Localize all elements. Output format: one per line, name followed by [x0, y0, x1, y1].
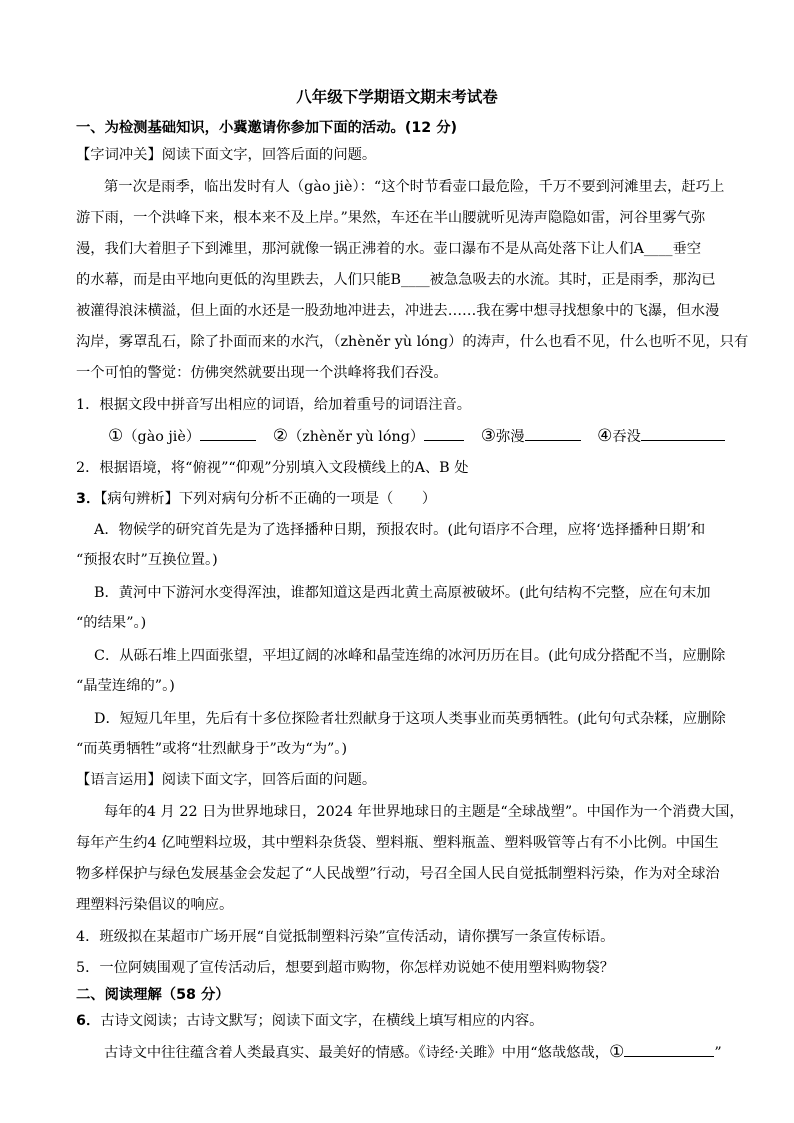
passage2-line-3: 物多样保护与绿色发展基金会发起了“人民战塑”行动，号召全国人民自觉抵制塑料污染，作为对全球治: [76, 866, 720, 882]
q3-option-d-line2: “而英勇牺牲”或将“壮烈献身于”改为“为”。): [76, 741, 348, 757]
question-4: 4．班级拟在某超市广场开展“自觉抵制塑料污染”宣传活动，请你撰写一条宣传标语。: [76, 929, 615, 945]
passage-line-3: 漫，我们大着胆子下到滩里，那河就像一锅正沸着的水。壶口瀑布不是从高处落下让人们A____垂空: [76, 241, 702, 257]
q6-line: [104, 1042, 784, 1063]
q1-item-3-num: ③: [480, 426, 496, 446]
q3-option-c-line2: “晶莹连绵的”。): [76, 678, 175, 694]
question-6-text: 古诗文阅读；古诗文默写；阅读下面文字，在横线上填写相应的内容。: [100, 1013, 544, 1029]
passage2-line-4: 理塑料污染倡议的响应。: [76, 897, 234, 913]
passage-line-4: 的水幕，而是由平地向更低的沟里跌去，人们只能B____被急急吸去的水流。其时，正是雨季，那沟已: [76, 272, 716, 288]
section2-heading: 二、阅读理解（58 分）: [76, 987, 230, 1003]
q1-item-2-text: （zhèněr yù lóng）: [287, 429, 425, 445]
q3-option-b-line2: “的结果”。): [76, 615, 147, 631]
passage-line-6: 沟岸，雾罩乱石，除了扑面而来的水汽，（zhèněr yù lóng）的涛声，什么也看不见，什么也听不见，只有: [76, 334, 749, 350]
passage2-line-1: 每年的4 月 22 日为世界地球日，2024 年世界地球日的主题是“全球战塑”。中国作为一个消费大国，: [104, 804, 744, 820]
passage-line-2: 游下雨，一个洪峰下来，根本来不及上岸。”果然，车还在半山腰就听见涛声隐隐如雷，河谷里雾气弥: [76, 210, 706, 226]
q3-option-c-line1: C．从砾石堆上四面张望，平坦辽阔的冰峰和晶莹连绵的冰河历历在目。(此句成分搭配不当，应删除: [94, 648, 726, 664]
q1-blank-3[interactable]: [525, 426, 581, 441]
question-6-number: 6．: [76, 1013, 101, 1029]
q3-option-b-line1: B．黄河中下游河水变得浑浊，谁都知道这是西北黄土高原被破坏。(此句结构不完整，应在句末加: [94, 585, 711, 601]
q1-item-1-text: （gào jiè）: [123, 429, 201, 445]
q1-blank-4[interactable]: [641, 426, 725, 441]
q1-item-2-num: ②: [272, 426, 288, 446]
q1-blank-1[interactable]: [200, 426, 256, 441]
q6-blank-num: ①: [609, 1042, 625, 1062]
q6-body-text: 古诗文中往往蕴含着人类最真实、最美好的情感。《诗经·关雎》中用“悠哉悠哉，: [104, 1045, 610, 1061]
passage-line-5: 被灌得浪沫横溢，但上面的水还是一股劲地冲进去，冲进去……我在雾中想寻找想象中的飞瀑，但水漫: [76, 303, 720, 319]
q3-option-a-line1: A．物候学的研究首先是为了选择播种日期，预报农时。(此句语序不合理，应将‘选择播种日期’和: [94, 522, 706, 538]
q3-option-d-line1: D．短短几年里，先后有十多位探险者壮烈献身于这项人类事业而英勇牺牲。(此句句式杂糅，应删除: [94, 711, 726, 727]
section1-heading: 一、为检测基础知识，小冀邀请你参加下面的活动。(12 分): [76, 120, 458, 136]
part1-intro: 【字词冲关】阅读下面文字，回答后面的问题。: [76, 147, 377, 163]
q1-item-1-num: ①: [108, 426, 124, 446]
passage2-line-2: 每年产生约4 亿吨塑料垃圾，其中塑料杂货袋、塑料瓶、塑料瓶盖、塑料吸管等占有不小比例。中国生: [76, 835, 719, 851]
q1-item-4-text: 吞没: [612, 429, 641, 445]
question-1: 1．根据文段中拼音写出相应的词语，给加着重号的词语注音。: [76, 397, 472, 413]
q1-item-4-num: ④: [597, 426, 613, 446]
question-6: [76, 1011, 756, 1031]
q1-answer-row: [108, 426, 788, 447]
part2-intro: 【语言运用】阅读下面文字，回答后面的问题。: [76, 772, 377, 788]
question-5: 5．一位阿姨围观了宣传活动后，想要到超市购物，你怎样劝说她不使用塑料购物袋？: [76, 960, 615, 976]
question-3-text: 【病句辨析】下列对病句分析不正确的一项是（ ）: [100, 491, 437, 507]
q1-blank-2[interactable]: [424, 426, 464, 441]
q6-blank-1[interactable]: [624, 1042, 714, 1057]
exam-title: 八年级下学期语文期末考试卷: [296, 88, 498, 106]
q1-item-3-text: 弥漫: [495, 429, 525, 445]
passage-line-1: 第一次是雨季，临出发时有人（gào jiè）：“这个时节看壶口最危险，千万不要到河滩里去，赶巧上: [104, 179, 725, 195]
question-3-number: 3．: [76, 491, 101, 507]
q6-end-quote: ”: [714, 1045, 722, 1061]
q3-option-a-line2: “预报农时”互换位置。): [76, 552, 218, 568]
passage-line-7: 一个可怕的警觉：仿佛突然就要出现一个洪峰将我们吞没。: [76, 365, 448, 381]
question-3: [76, 489, 756, 509]
question-2: 2．根据语境，将“俯视”“仰观”分别填入文段横线上的A、B 处: [76, 460, 469, 476]
